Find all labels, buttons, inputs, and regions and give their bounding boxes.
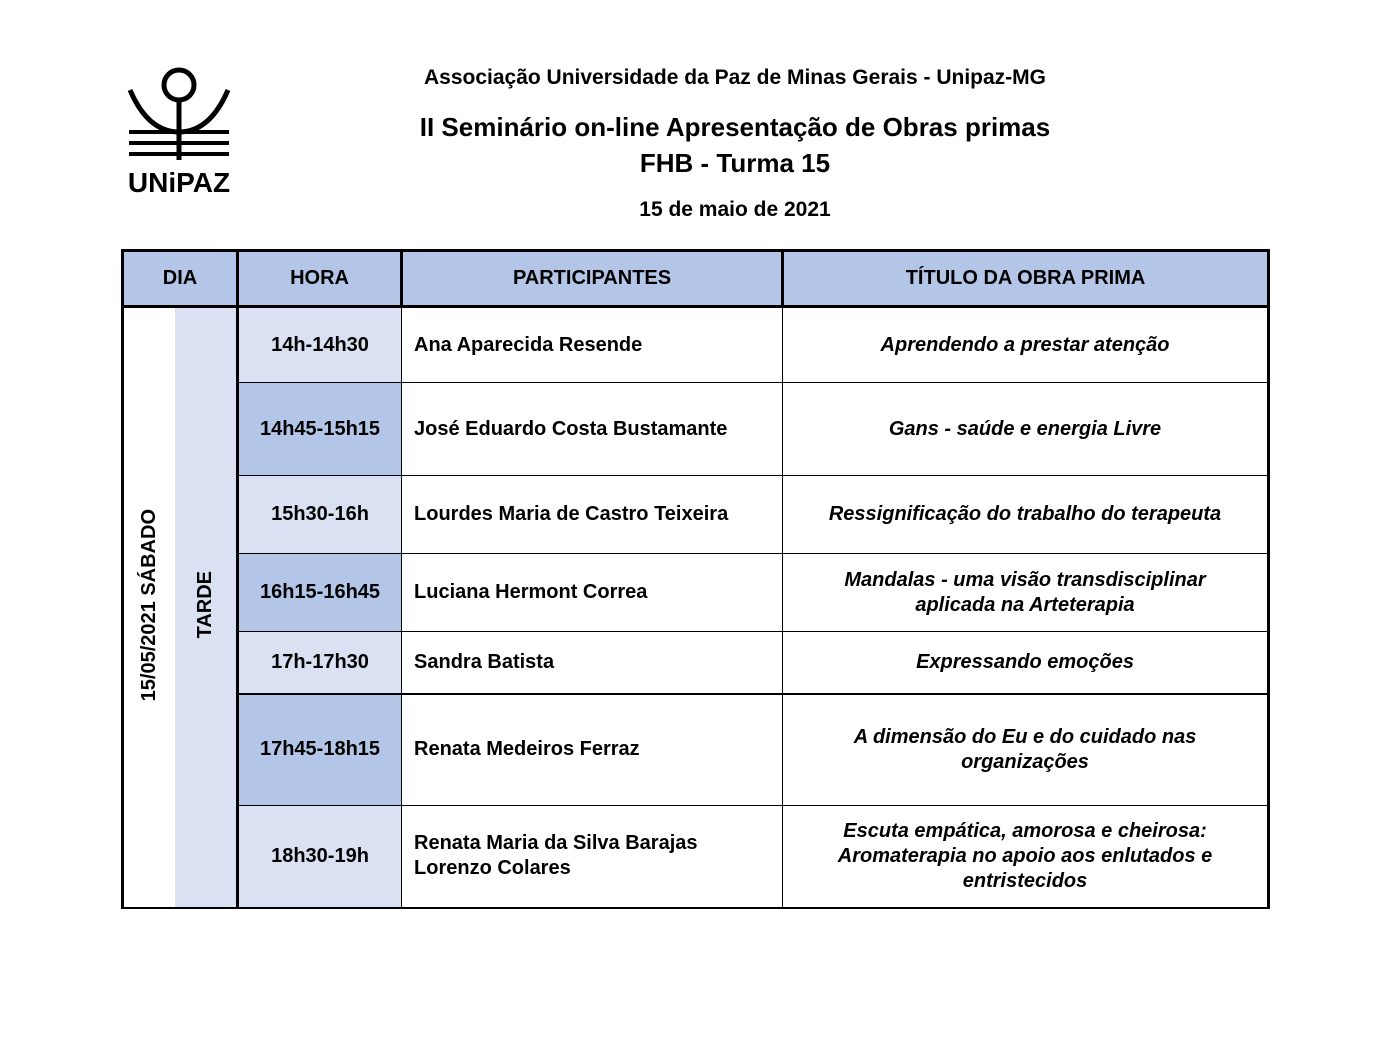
time-cell: 17h45-18h15 — [238, 694, 402, 806]
event-date: 15 de maio de 2021 — [639, 198, 831, 221]
title-cell: Mandalas - uma visão transdisciplinar aplicada na Arteterapia — [783, 554, 1269, 632]
title-cell: Ressignificação do trabalho do terapeuta — [783, 476, 1269, 554]
time-cell: 17h-17h30 — [238, 632, 402, 694]
time-cell: 15h30-16h — [238, 476, 402, 554]
period-cell — [175, 307, 238, 908]
participant-cell: Renata Medeiros Ferraz — [402, 694, 783, 806]
time-cell: 18h30-19h — [238, 806, 402, 908]
association-title: Associação Universidade da Paz de Minas Gerais - Unipaz-MG — [423, 66, 1047, 89]
svg-text:UNiPAZ: UNiPAZ — [127, 167, 231, 196]
table-row — [123, 554, 1269, 632]
table-row — [123, 806, 1269, 908]
table-header-row — [123, 251, 1269, 307]
participant-cell: Renata Maria da Silva Barajas Lorenzo Colares — [402, 806, 783, 908]
seminar-title: II Seminário on-line Apresentação de Obras primas — [419, 112, 1051, 142]
participant-cell: José Eduardo Costa Bustamante — [402, 383, 783, 476]
table-row — [123, 383, 1269, 476]
period-label: TARDE — [193, 571, 216, 639]
table-row — [123, 694, 1269, 806]
table-row — [123, 476, 1269, 554]
col-header-titulo: TÍTULO DA OBRA PRIMA — [783, 251, 1269, 307]
day-label: 15/05/2021 SÁBADO — [137, 508, 160, 701]
title-cell: Aprendendo a prestar atenção — [783, 307, 1269, 383]
col-header-dia: DIA — [123, 251, 238, 307]
title-cell: A dimensão do Eu e do cuidado nas organizações — [783, 694, 1269, 806]
time-cell: 14h-14h30 — [238, 307, 402, 383]
participant-cell: Ana Aparecida Resende — [402, 307, 783, 383]
participant-cell: Luciana Hermont Correa — [402, 554, 783, 632]
col-header-hora: HORA — [238, 251, 402, 307]
unipaz-logo — [126, 64, 232, 196]
day-cell — [123, 307, 175, 908]
title-cell: Escuta empática, amorosa e cheirosa: Aromaterapia no apoio aos enlutados e entristecidos — [783, 806, 1269, 908]
time-cell: 14h45-15h15 — [238, 383, 402, 476]
participant-cell: Sandra Batista — [402, 632, 783, 694]
title-cell: Gans - saúde e energia Livre — [783, 383, 1269, 476]
col-header-participantes: PARTICIPANTES — [402, 251, 783, 307]
class-title: FHB - Turma 15 — [639, 148, 831, 178]
table-row — [123, 307, 1269, 383]
schedule-table — [121, 249, 1270, 909]
time-cell: 16h15-16h45 — [238, 554, 402, 632]
table-row — [123, 632, 1269, 694]
title-cell: Expressando emoções — [783, 632, 1269, 694]
participant-cell: Lourdes Maria de Castro Teixeira — [402, 476, 783, 554]
